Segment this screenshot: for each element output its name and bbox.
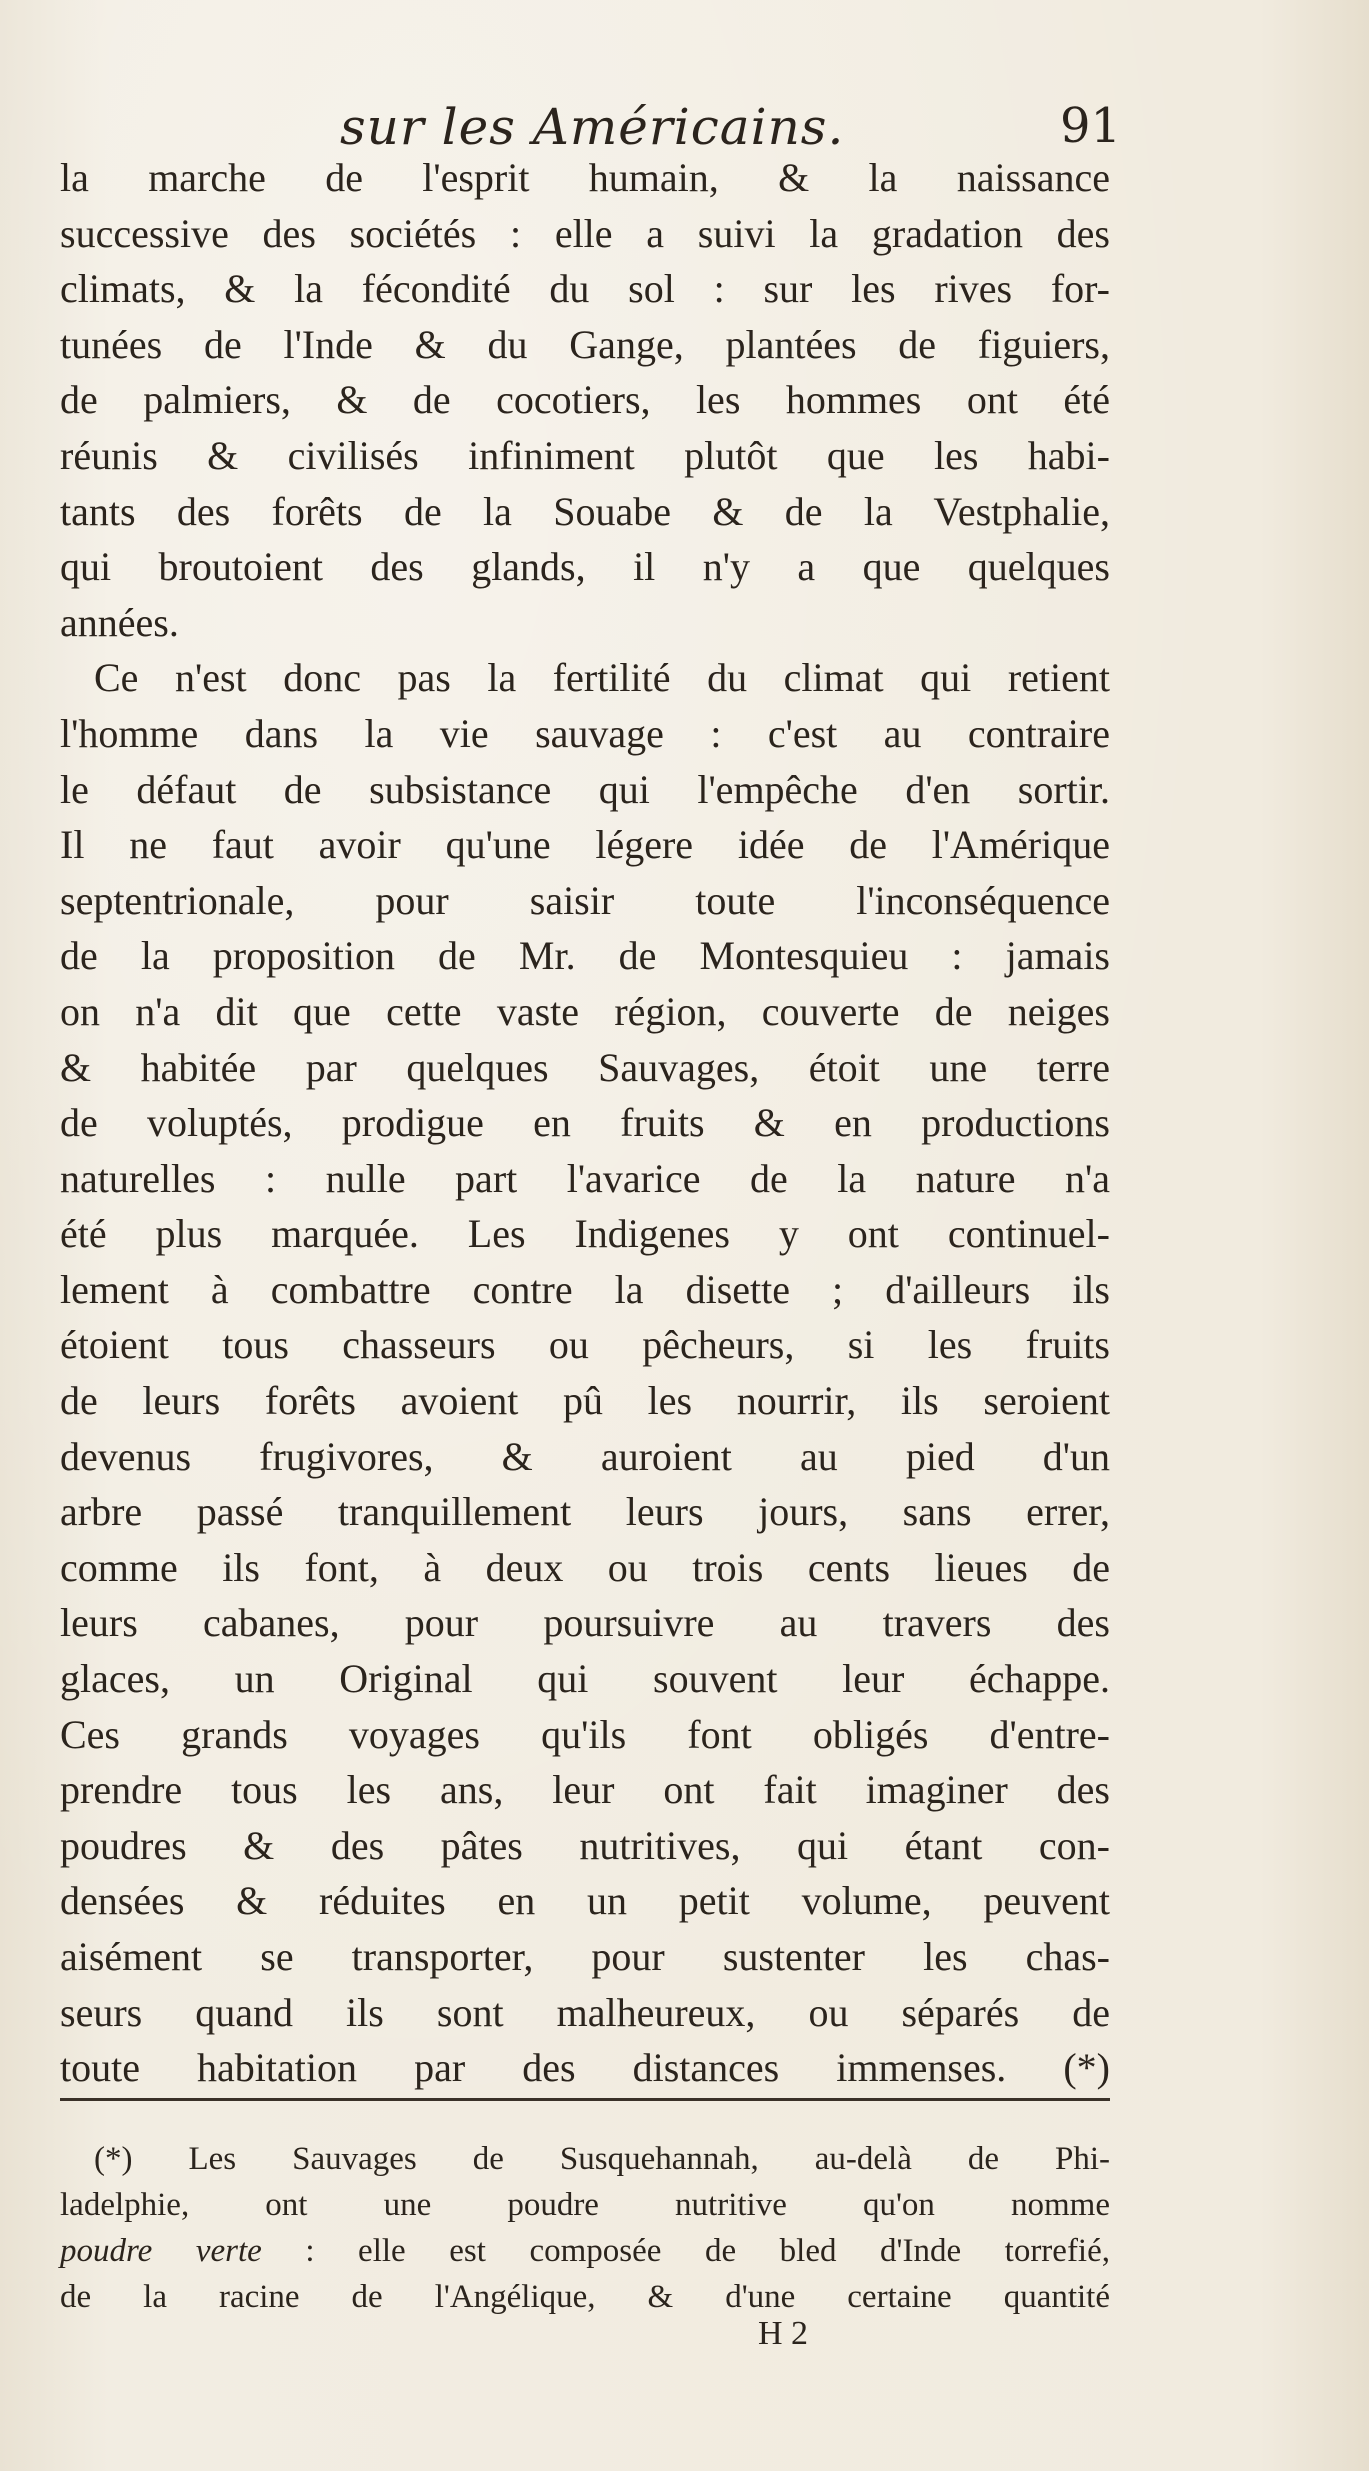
text-line: Ces grands voyages qu'ils font obligés d'entre- xyxy=(60,1711,1110,1757)
paragraph-1 xyxy=(60,150,1110,650)
text-line: de la proposition de Mr. de Montesquieu : jamais xyxy=(60,933,1110,979)
text-line: successive des sociétés : elle a suivi la gradation des xyxy=(60,210,1110,256)
text-line: devenus frugivores, & auroient au pied d'un xyxy=(60,1433,1110,1479)
text-line: prendre tous les ans, leur ont fait imaginer des xyxy=(60,1767,1110,1813)
text-line: tants des forêts de la Souabe & de la Vestphalie, xyxy=(60,488,1110,534)
text-line: de voluptés, prodigue en fruits & en productions xyxy=(60,1100,1110,1146)
text-line: densées & réduites en un petit volume, peuvent xyxy=(60,1878,1110,1924)
text-line: aisément se transporter, pour sustenter les chas- xyxy=(60,1934,1110,1979)
running-title: sur les Américains. xyxy=(340,98,845,156)
footnote-line: ladelphie, ont une poudre nutritive qu'on nomme xyxy=(60,2187,1110,2223)
text-line: lement à combattre contre la disette ; d'ailleurs ils xyxy=(60,1266,1110,1312)
text-line: Il ne faut avoir qu'une légere idée de l'Amérique xyxy=(60,822,1110,868)
footnote-line-rest: : elle est composée de bled d'Inde torrefié, xyxy=(261,2233,1110,2269)
text-line: été plus marquée. Les Indigenes y ont continuel- xyxy=(60,1211,1110,1257)
footnote-line: de la racine de l'Angélique, & d'une certaine quantité xyxy=(60,2279,1110,2315)
text-line: tunées de l'Inde & du Gange, plantées de figuiers, xyxy=(60,321,1110,367)
text-line: toute habitation par des distances immenses. (*) xyxy=(60,2045,1110,2091)
body-text xyxy=(60,150,1110,2096)
text-line: qui broutoient des glands, il n'y a que quelques xyxy=(60,544,1110,590)
text-line: l'homme dans la vie sauvage : c'est au contraire xyxy=(60,710,1110,756)
text-line: étoient tous chasseurs ou pêcheurs, si les fruits xyxy=(60,1322,1110,1368)
text-line: naturelles : nulle part l'avarice de la nature n'a xyxy=(60,1155,1110,1201)
text-line: septentrionale, pour saisir toute l'inconséquence xyxy=(60,877,1110,923)
signature-mark: H 2 xyxy=(758,2315,809,2352)
text-line: années. xyxy=(60,599,179,645)
text-line: climats, & la fécondité du sol : sur les rives for- xyxy=(60,266,1110,312)
text-line: la marche de l'esprit humain, & la naissance xyxy=(60,155,1110,200)
text-line: & habitée par quelques Sauvages, étoit une terre xyxy=(60,1044,1110,1090)
text-line: poudres & des pâtes nutritives, qui étant con- xyxy=(60,1822,1110,1868)
text-line: de palmiers, & de cocotiers, les hommes ont été xyxy=(60,377,1110,423)
text-line: Ce n'est donc pas la fertilité du climat qui retient xyxy=(94,655,1110,701)
text-line: réunis & civilisés infiniment plutôt que les habi- xyxy=(60,432,1110,478)
footnote-line: (*) Les Sauvages de Susquehannah, au-delà de Phi- xyxy=(94,2141,1110,2177)
text-line: seurs quand ils sont malheureux, ou séparés de xyxy=(60,1989,1110,2035)
footnote xyxy=(60,2136,1110,2320)
footnote-italic-term: poudre verte xyxy=(60,2233,262,2269)
text-line: comme ils font, à deux ou trois cents lieues de xyxy=(60,1544,1110,1590)
text-line: glaces, un Original qui souvent leur échappe. xyxy=(60,1656,1110,1702)
footnote-line xyxy=(60,2228,1110,2274)
text-line: arbre passé tranquillement leurs jours, sans errer, xyxy=(60,1489,1110,1535)
paragraph-2 xyxy=(60,650,1110,2095)
text-line: leurs cabanes, pour poursuivre au travers des xyxy=(60,1600,1110,1646)
text-line: le défaut de subsistance qui l'empêche d'en sortir. xyxy=(60,766,1110,812)
text-line: de leurs forêts avoient pû les nourrir, ils seroient xyxy=(60,1378,1110,1424)
footnote-divider xyxy=(60,2098,1110,2101)
page-number: 91 xyxy=(1060,98,1122,154)
text-line: on n'a dit que cette vaste région, couverte de neiges xyxy=(60,988,1110,1034)
page-header xyxy=(0,98,1369,158)
